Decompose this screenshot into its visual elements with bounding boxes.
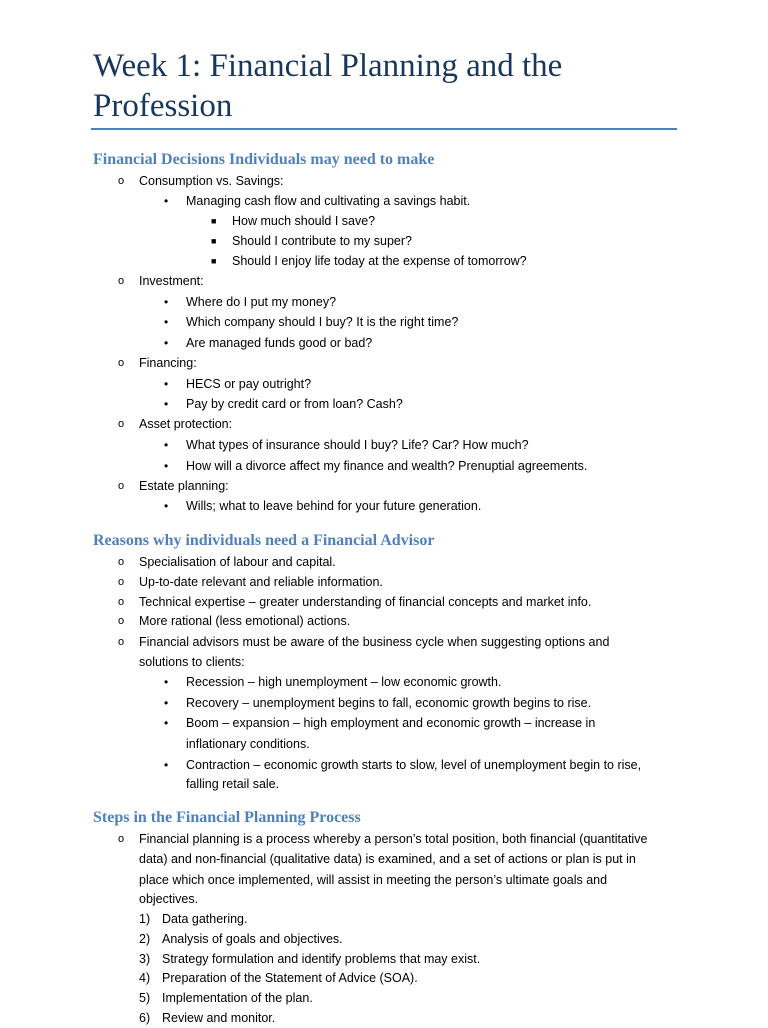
circle-bullet-icon: o [118, 636, 125, 648]
title-underline [91, 128, 677, 130]
list-item: o Consumption vs. Savings: [139, 171, 284, 191]
bullet-icon: • [164, 315, 169, 329]
bullet-icon: • [164, 716, 169, 730]
list-item: o Up-to-date relevant and reliable information. [139, 572, 383, 592]
numbered-step: 5) Implementation of the plan. [162, 988, 313, 1008]
list-item: o Technical expertise – greater understanding of financial concepts and market info. [139, 592, 591, 612]
numbered-step: 6) Review and monitor. [162, 1008, 275, 1028]
square-bullet-icon: ■ [211, 216, 217, 226]
bullet-icon: • [164, 758, 169, 772]
list-item-continuation: place which once implemented, will assist in meeting the person’s ultimate goals and [139, 873, 608, 887]
list-item: o Financial planning is a process whereby a person’s total position, both financial (quantitative [139, 829, 647, 849]
step-number: 5) [139, 991, 151, 1005]
circle-bullet-icon: o [118, 596, 125, 608]
circle-bullet-icon: o [118, 556, 125, 568]
list-item: • Wills; what to leave behind for your future generation. [186, 496, 481, 516]
list-item-continuation: solutions to clients: [139, 655, 245, 669]
square-bullet-icon: ■ [211, 256, 217, 266]
list-item-continuation: inflationary conditions. [186, 737, 310, 751]
circle-bullet-icon: o [118, 175, 125, 187]
list-item: • Where do I put my money? [186, 292, 336, 312]
circle-bullet-icon: o [118, 357, 125, 369]
list-item: o Financial advisors must be aware of the business cycle when suggesting options and [139, 632, 609, 652]
list-item: • Managing cash flow and cultivating a savings habit. [186, 191, 470, 211]
list-item: o Financing: [139, 353, 197, 373]
list-item: o Specialisation of labour and capital. [139, 552, 336, 572]
list-item: • Contraction – economic growth starts to slow, level of unemployment begin to rise, [186, 755, 641, 775]
list-item: • Recession – high unemployment – low economic growth. [186, 672, 501, 692]
bullet-icon: • [164, 438, 169, 452]
title-line-2: Profession [93, 88, 233, 124]
bullet-icon: • [164, 397, 169, 411]
bullet-icon: • [164, 459, 169, 473]
list-item: • Are managed funds good or bad? [186, 333, 372, 353]
circle-bullet-icon: o [118, 576, 125, 588]
list-item: ■ Should I contribute to my super? [232, 231, 412, 251]
list-item-continuation: falling retail sale. [186, 777, 280, 791]
list-item: o More rational (less emotional) actions. [139, 611, 350, 631]
bullet-icon: • [164, 499, 169, 513]
circle-bullet-icon: o [118, 418, 125, 430]
title-line-1: Week 1: Financial Planning and the [93, 48, 563, 84]
bullet-icon: • [164, 194, 169, 208]
list-item: ■ How much should I save? [232, 211, 375, 231]
list-item: • HECS or pay outright? [186, 374, 311, 394]
step-number: 1) [139, 912, 151, 926]
list-item-continuation: objectives. [139, 892, 199, 906]
square-bullet-icon: ■ [211, 236, 217, 246]
list-item: o Asset protection: [139, 414, 232, 434]
circle-bullet-icon: o [118, 615, 125, 627]
numbered-step: 1) Data gathering. [162, 909, 247, 929]
numbered-step: 4) Preparation of the Statement of Advice (SOA). [162, 968, 418, 988]
list-item-continuation: data) and non-financial (qualitative data) is examined, and a set of actions or plan is put in [139, 852, 636, 866]
circle-bullet-icon: o [118, 833, 125, 845]
step-number: 4) [139, 971, 151, 985]
section-heading-reasons: Reasons why individuals need a Financial Advisor [93, 532, 435, 549]
list-item: • How will a divorce affect my finance and wealth? Prenuptial agreements. [186, 456, 587, 476]
section-heading-financial-decisions: Financial Decisions Individuals may need to make [93, 151, 435, 168]
list-item: • Which company should I buy? It is the right time? [186, 312, 458, 332]
numbered-step: 3) Strategy formulation and identify problems that may exist. [162, 949, 480, 969]
step-number: 6) [139, 1011, 151, 1025]
list-item: • Pay by credit card or from loan? Cash? [186, 394, 403, 414]
list-item: • What types of insurance should I buy? Life? Car? How much? [186, 435, 529, 455]
numbered-step: 2) Analysis of goals and objectives. [162, 929, 343, 949]
bullet-icon: • [164, 696, 169, 710]
bullet-icon: • [164, 336, 169, 350]
step-number: 3) [139, 952, 151, 966]
list-item: o Investment: [139, 271, 204, 291]
bullet-icon: • [164, 377, 169, 391]
step-number: 2) [139, 932, 151, 946]
list-item: • Recovery – unemployment begins to fall, economic growth begins to rise. [186, 693, 591, 713]
circle-bullet-icon: o [118, 480, 125, 492]
circle-bullet-icon: o [118, 275, 125, 287]
page-title [93, 46, 693, 126]
list-item: • Boom – expansion – high employment and economic growth – increase in [186, 713, 595, 733]
section-heading-steps: Steps in the Financial Planning Process [93, 809, 361, 826]
list-item: o Estate planning: [139, 476, 229, 496]
list-item: ■ Should I enjoy life today at the expense of tomorrow? [232, 251, 527, 271]
bullet-icon: • [164, 675, 169, 689]
bullet-icon: • [164, 295, 169, 309]
